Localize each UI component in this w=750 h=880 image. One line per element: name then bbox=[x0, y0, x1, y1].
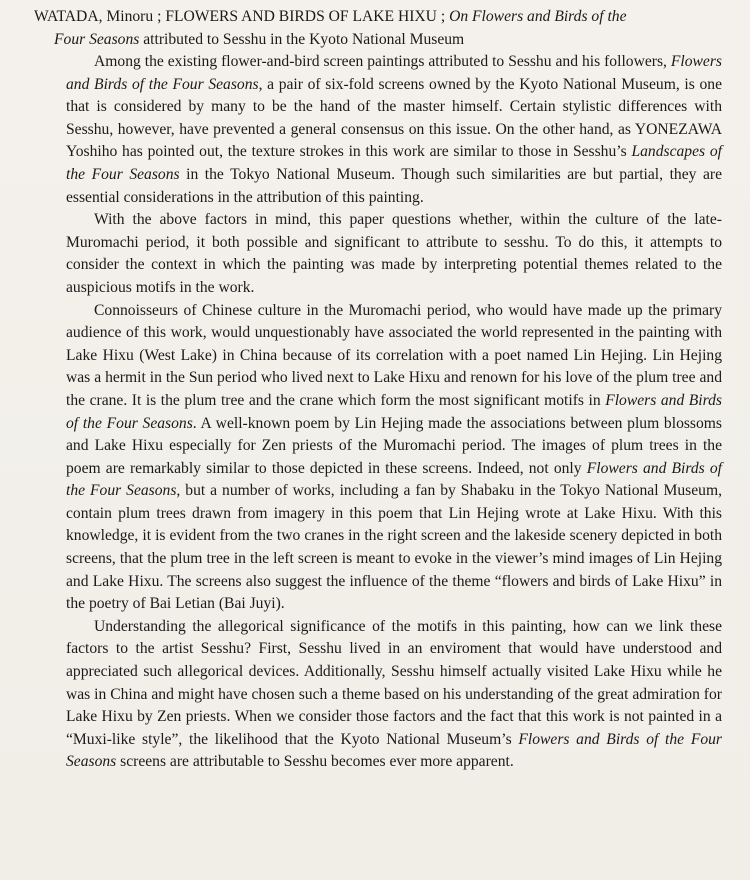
paragraph-text: Connoisseurs of Chinese culture in the Muromachi period, who would have made up the primary audience of this work, would unquestionably have associated the world represented in the painting with Lake Hixu (West Lake) in China because of its correlation with a poet named Lin Hejing. Lin Hejing was a hermit in the Sun period who lived next to Lake Hixu and renown for his love of the plum tree and the crane. It is the plum tree and the crane which form the most significant motifs in bbox=[66, 301, 722, 409]
italic-work-title: Flowers and Birds of the Four Seasons bbox=[66, 730, 723, 771]
paragraph-4 bbox=[34, 616, 722, 774]
paragraph-text: screens are attributable to Sesshu becomes ever more apparent. bbox=[116, 753, 514, 771]
paragraph-3 bbox=[34, 300, 722, 616]
heading-continuation bbox=[34, 29, 722, 52]
author-name: WATADA, Minoru bbox=[34, 8, 154, 25]
article-heading bbox=[34, 6, 722, 51]
heading-separator: ; bbox=[436, 8, 450, 25]
paragraph-text: . A well-known poem by Lin Hejing made the associations between plum blossoms and Lake Hixu especially for Zen priests of the Muromachi period. The images of plum trees in the poem are remarkably similar to those depicted in these screens. Indeed, not only bbox=[66, 414, 722, 477]
paragraph-2 bbox=[34, 209, 722, 299]
italic-work-title: Flowers and Birds of the Four Seasons bbox=[66, 391, 722, 432]
japanese-title-translation: FLOWERS AND BIRDS OF LAKE HIXU bbox=[165, 8, 437, 25]
english-title-italic-cont: Four Seasons bbox=[54, 30, 140, 48]
paragraph-text: in the Tokyo National Museum. Though such similarities are but partial, they are essential considerations in the attribution of this painting. bbox=[66, 165, 722, 206]
english-title-italic: On Flowers and Birds of the bbox=[449, 8, 627, 25]
italic-work-title: Flowers and Birds of the Four Seasons bbox=[66, 53, 722, 93]
paragraph-1 bbox=[34, 51, 722, 209]
heading-tail: attributed to Sesshu in the Kyoto National Museum bbox=[139, 30, 465, 48]
heading-separator: ; bbox=[153, 8, 166, 25]
paragraph-text: Among the existing flower-and-bird screen paintings attributed to Sesshu and his followers, bbox=[94, 53, 671, 70]
italic-work-title: Flowers and Birds of the Four Seasons bbox=[66, 459, 723, 500]
paragraph-text: , a pair of six-fold screens owned by the Kyoto National Museum, is one that is considered by many to be the hand of the master himself. Certain stylistic differences with Sesshu, however, have prevented a general consensus on this issue. On the other hand, as YONEZAWA Yoshiho has pointed out, the texture strokes in this work are similar to those in Sesshu’s bbox=[66, 75, 722, 161]
italic-work-title: Landscapes of the Four Seasons bbox=[66, 143, 722, 183]
paragraph-text: With the above factors in mind, this paper questions whether, within the culture of the late-Muromachi period, it both possible and significant to attribute to sesshu. To do this, it attempts to consider the context in which the painting was made by interpreting potential themes related to the auspicious motifs in the work. bbox=[66, 211, 722, 296]
paragraph-text: Understanding the allegorical significance of the motifs in this painting, how can we link these factors to the artist Sesshu? First, Sesshu lived in an enviroment that would have understood and appreciated such allegorical devices. Additionally, Sesshu himself actually visited Lake Hixu while he was in China and might have chosen such a theme based on his understanding of the great admiration for Lake Hixu by Zen priests. When we consider those factors and the fact that this work is not painted in a “Muxi-like style”, the likelihood that the Kyoto National Museum’s bbox=[66, 617, 722, 748]
paragraph-text: , but a number of works, including a fan by Shabaku in the Tokyo National Museum, contain plum trees drawn from imagery in this poem that Lin Hejing wrote at Lake Hixu. With this knowledge, it is evident from the two cranes in the right screen and the lakeside scenery depicted in both screens, that the plum tree in the left screen is meant to evoke in the viewer’s mind images of Lin Hejing and Lake Hixu. The screens also suggest the influence of the theme “flowers and birds of Lake Hixu” in the poetry of Bai Letian (Bai Juyi). bbox=[66, 482, 722, 613]
